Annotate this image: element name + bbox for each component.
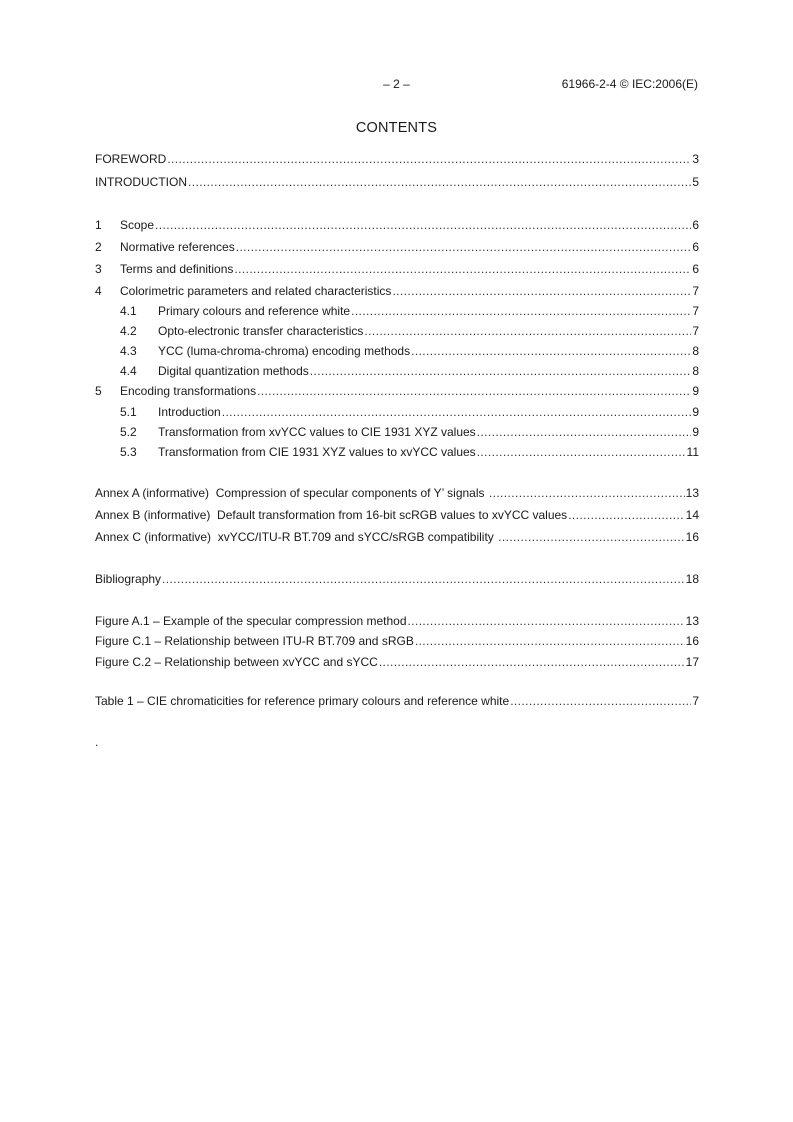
toc-entry-page: 16 — [685, 530, 699, 544]
toc-entry-title: Introduction — [158, 405, 221, 419]
toc-entry-number: 4.4 — [120, 364, 137, 378]
toc-entry-page: 17 — [685, 655, 699, 669]
toc-entry-subsection[interactable] — [95, 402, 699, 422]
toc-entry-page: 7 — [692, 284, 699, 298]
toc-entry-page: 8 — [692, 344, 699, 358]
toc-entry-page: 16 — [685, 634, 699, 648]
toc-entry-title: Normative references — [120, 240, 235, 254]
toc-entry-number: 5.2 — [120, 425, 137, 439]
toc-entry-title: Transformation from xvYCC values to CIE 1931 XYZ values — [158, 425, 476, 439]
leader-dots — [510, 691, 691, 711]
leader-dots — [568, 505, 684, 525]
toc-entry-page: 7 — [692, 304, 699, 318]
toc-entry-title: Table 1 – CIE chromaticities for reference primary colours and reference white — [95, 694, 510, 708]
leader-dots — [234, 259, 691, 279]
toc-entry-subsection[interactable] — [95, 442, 699, 462]
leader-dots — [257, 381, 691, 401]
toc-entry-annex[interactable] — [95, 483, 699, 503]
toc-entry-page: 5 — [692, 175, 699, 189]
toc-entry-introduction[interactable] — [95, 172, 699, 192]
toc-entry-subsection[interactable] — [95, 422, 699, 442]
contents-title: CONTENTS — [355, 120, 438, 136]
toc-entry-page: 7 — [692, 324, 699, 338]
leader-dots — [364, 321, 691, 341]
leader-dots — [379, 652, 685, 672]
toc-entry-title: Primary colours and reference white — [158, 304, 351, 318]
leader-dots — [408, 611, 685, 631]
toc-entry-subsection[interactable] — [95, 321, 699, 341]
toc-entry-page: 9 — [692, 384, 699, 398]
toc-entry-title: Colorimetric parameters and related characteristics — [120, 284, 392, 298]
toc-entry-title: FOREWORD — [95, 152, 167, 166]
toc-entry-page: 7 — [692, 694, 699, 708]
toc-entry-title: Annex C (informative) xvYCC/ITU-R BT.709 and sYCC/sRGB compatibility — [95, 530, 498, 544]
leader-dots — [415, 631, 685, 651]
toc-entry-section[interactable] — [95, 281, 699, 301]
leader-dots — [310, 361, 692, 381]
leader-dots — [411, 341, 691, 361]
toc-entry-page: 13 — [685, 614, 699, 628]
toc-entry-title: YCC (luma-chroma-chroma) encoding methods — [158, 344, 411, 358]
leader-dots — [489, 483, 685, 503]
toc-entry-page: 6 — [692, 262, 699, 276]
toc-entry-title: Annex A (informative) Compression of specular components of Y’ signals — [95, 486, 488, 500]
toc-entry-title: Figure C.2 – Relationship between xvYCC and sYCC — [95, 655, 378, 669]
toc-entry-number: 4.1 — [120, 304, 137, 318]
toc-entry-page: 9 — [692, 405, 699, 419]
leader-dots — [351, 301, 691, 321]
toc-entry-title: INTRODUCTION — [95, 175, 187, 189]
toc-entry-foreword[interactable] — [95, 149, 699, 169]
toc-entry-section[interactable] — [95, 215, 699, 235]
toc-entry-title: Opto-electronic transfer characteristics — [158, 324, 364, 338]
toc-entry-number: 2 — [95, 240, 102, 254]
toc-entry-page: 18 — [685, 572, 699, 586]
toc-entry-number: 5 — [95, 384, 102, 398]
toc-entry-figure[interactable] — [95, 652, 699, 672]
toc-entry-number: 1 — [95, 218, 102, 232]
toc-entry-title: Terms and definitions — [120, 262, 234, 276]
toc-entry-page: 8 — [692, 364, 699, 378]
toc-entry-number: 5.1 — [120, 405, 137, 419]
toc-entry-number: 3 — [95, 262, 102, 276]
leader-dots — [477, 422, 692, 442]
toc-entry-page: 13 — [685, 486, 699, 500]
toc-entry-page: 3 — [692, 152, 699, 166]
toc-entry-bibliography[interactable] — [95, 569, 699, 589]
toc-entry-annex[interactable] — [95, 527, 699, 547]
toc-entry-figure[interactable] — [95, 611, 699, 631]
toc-entry-number: 4.2 — [120, 324, 137, 338]
toc-entry-subsection[interactable] — [95, 361, 699, 381]
toc-entry-title: Annex B (informative) Default transformation from 16-bit scRGB values to xvYCC values — [95, 508, 568, 522]
toc-entry-page: 6 — [692, 240, 699, 254]
leader-dots — [392, 281, 691, 301]
leader-dots — [222, 402, 692, 422]
stray-period-mark: . — [95, 735, 99, 749]
leader-dots — [477, 442, 686, 462]
toc-entry-section[interactable] — [95, 237, 699, 257]
toc-entry-title: Figure C.1 – Relationship between ITU-R BT.709 and sRGB — [95, 634, 414, 648]
toc-entry-number: 4 — [95, 284, 102, 298]
toc-entry-subsection[interactable] — [95, 301, 699, 321]
leader-dots — [498, 527, 685, 547]
leader-dots — [167, 149, 691, 169]
toc-entry-table[interactable] — [95, 691, 699, 711]
page-number: – 2 – — [383, 77, 410, 91]
toc-entry-section[interactable] — [95, 259, 699, 279]
leader-dots — [162, 569, 685, 589]
document-identifier: 61966-2-4 © IEC:2006(E) — [561, 77, 698, 91]
toc-entry-page: 14 — [685, 508, 699, 522]
toc-entry-title: Encoding transformations — [120, 384, 257, 398]
toc-entry-number: 5.3 — [120, 445, 137, 459]
toc-entry-title: Figure A.1 – Example of the specular compression method — [95, 614, 407, 628]
toc-entry-title: Digital quantization methods — [158, 364, 309, 378]
toc-entry-figure[interactable] — [95, 631, 699, 651]
toc-entry-subsection[interactable] — [95, 341, 699, 361]
leader-dots — [236, 237, 692, 257]
toc-entry-title: Bibliography — [95, 572, 162, 586]
leader-dots — [155, 215, 691, 235]
leader-dots — [188, 172, 691, 192]
toc-entry-page: 11 — [686, 445, 699, 459]
toc-entry-annex[interactable] — [95, 505, 699, 525]
toc-entry-number: 4.3 — [120, 344, 137, 358]
toc-entry-section[interactable] — [95, 381, 699, 401]
toc-entry-title: Scope — [120, 218, 155, 232]
toc-entry-page: 6 — [692, 218, 699, 232]
toc-entry-title: Transformation from CIE 1931 XYZ values to xvYCC values — [158, 445, 476, 459]
toc-entry-page: 9 — [692, 425, 699, 439]
